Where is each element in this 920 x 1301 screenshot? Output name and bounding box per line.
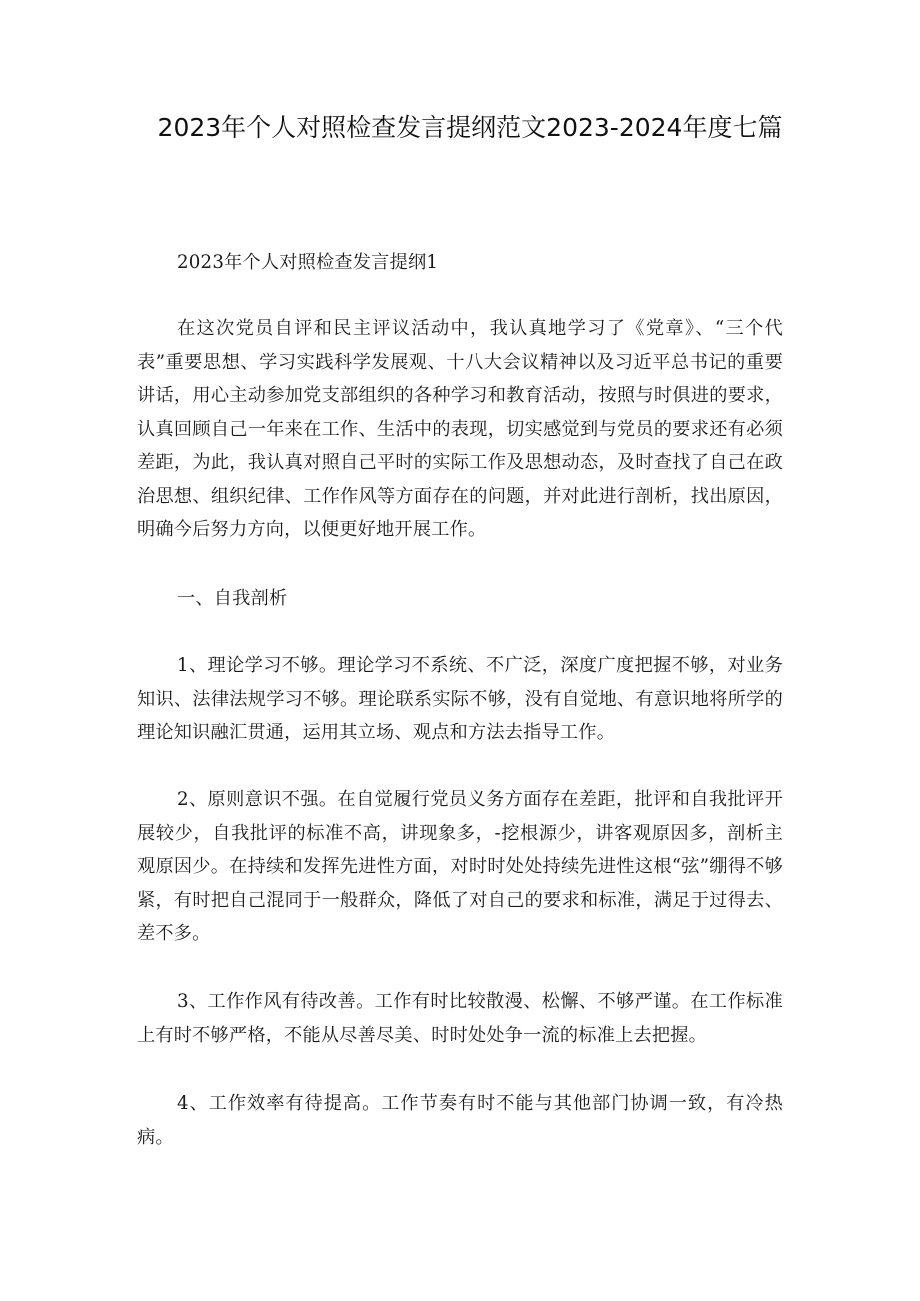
- list-item-3: 3、工作作风有待改善。工作有时比较散漫、松懈、不够严谨。在工作标准上有时不够严格，不能从尽善尽美、时时处处争一流的标准上去把握。: [137, 991, 783, 1046]
- intro-paragraph: 在这次党员自评和民主评议活动中，我认真地学习了《党章》、“三个代表”重要思想、学习实践科学发展观、十八大会议精神以及习近平总书记的重要讲话，用心主动参加党支部组织的各种学习和教育活动，按照与时俱进的要求，认真回顾自己一年来在工作、生活中的表现，切实感觉到与党员的要求还有必须差距，为此，我认真对照自己平时的实际工作及思想动态，及时查找了自己在政治思想、组织纪律、工作作风等方面存在的问题，并对此进行剖析，找出原因，明确今后努力方向，以便更好地开展工作。: [137, 318, 783, 540]
- section-title: 2023年个人对照检查发言提纲1: [177, 252, 439, 273]
- list-item-1: 1、理论学习不够。理论学习不系统、不广泛，深度广度把握不够，对业务知识、法律法规学习不够。理论联系实际不够，没有自觉地、有意识地将所学的理论知识融汇贯通，运用其立场、观点和方法去指导工作。: [137, 655, 783, 743]
- part-heading: 一、自我剖析: [177, 588, 288, 609]
- document-title: 2023年个人对照检查发言提纲范文2023-2024年度七篇: [157, 113, 783, 142]
- list-item-2: 2、原则意识不强。在自觉履行党员义务方面存在差距，批评和自我批评开展较少，自我批评的标准不高，讲现象多，-挖根源少，讲客观原因多，剖析主观原因少。在持续和发挥先进性方面，对时时处处持续先进性这根“弦”绷得不够紧，有时把自己混同于一般群众，降低了对自己的要求和标准，满足于过得去、差不多。: [137, 789, 784, 944]
- list-item-4: 4、工作效率有待提高。工作节奏有时不能与其他部门协调一致，有冷热病。: [137, 1093, 783, 1148]
